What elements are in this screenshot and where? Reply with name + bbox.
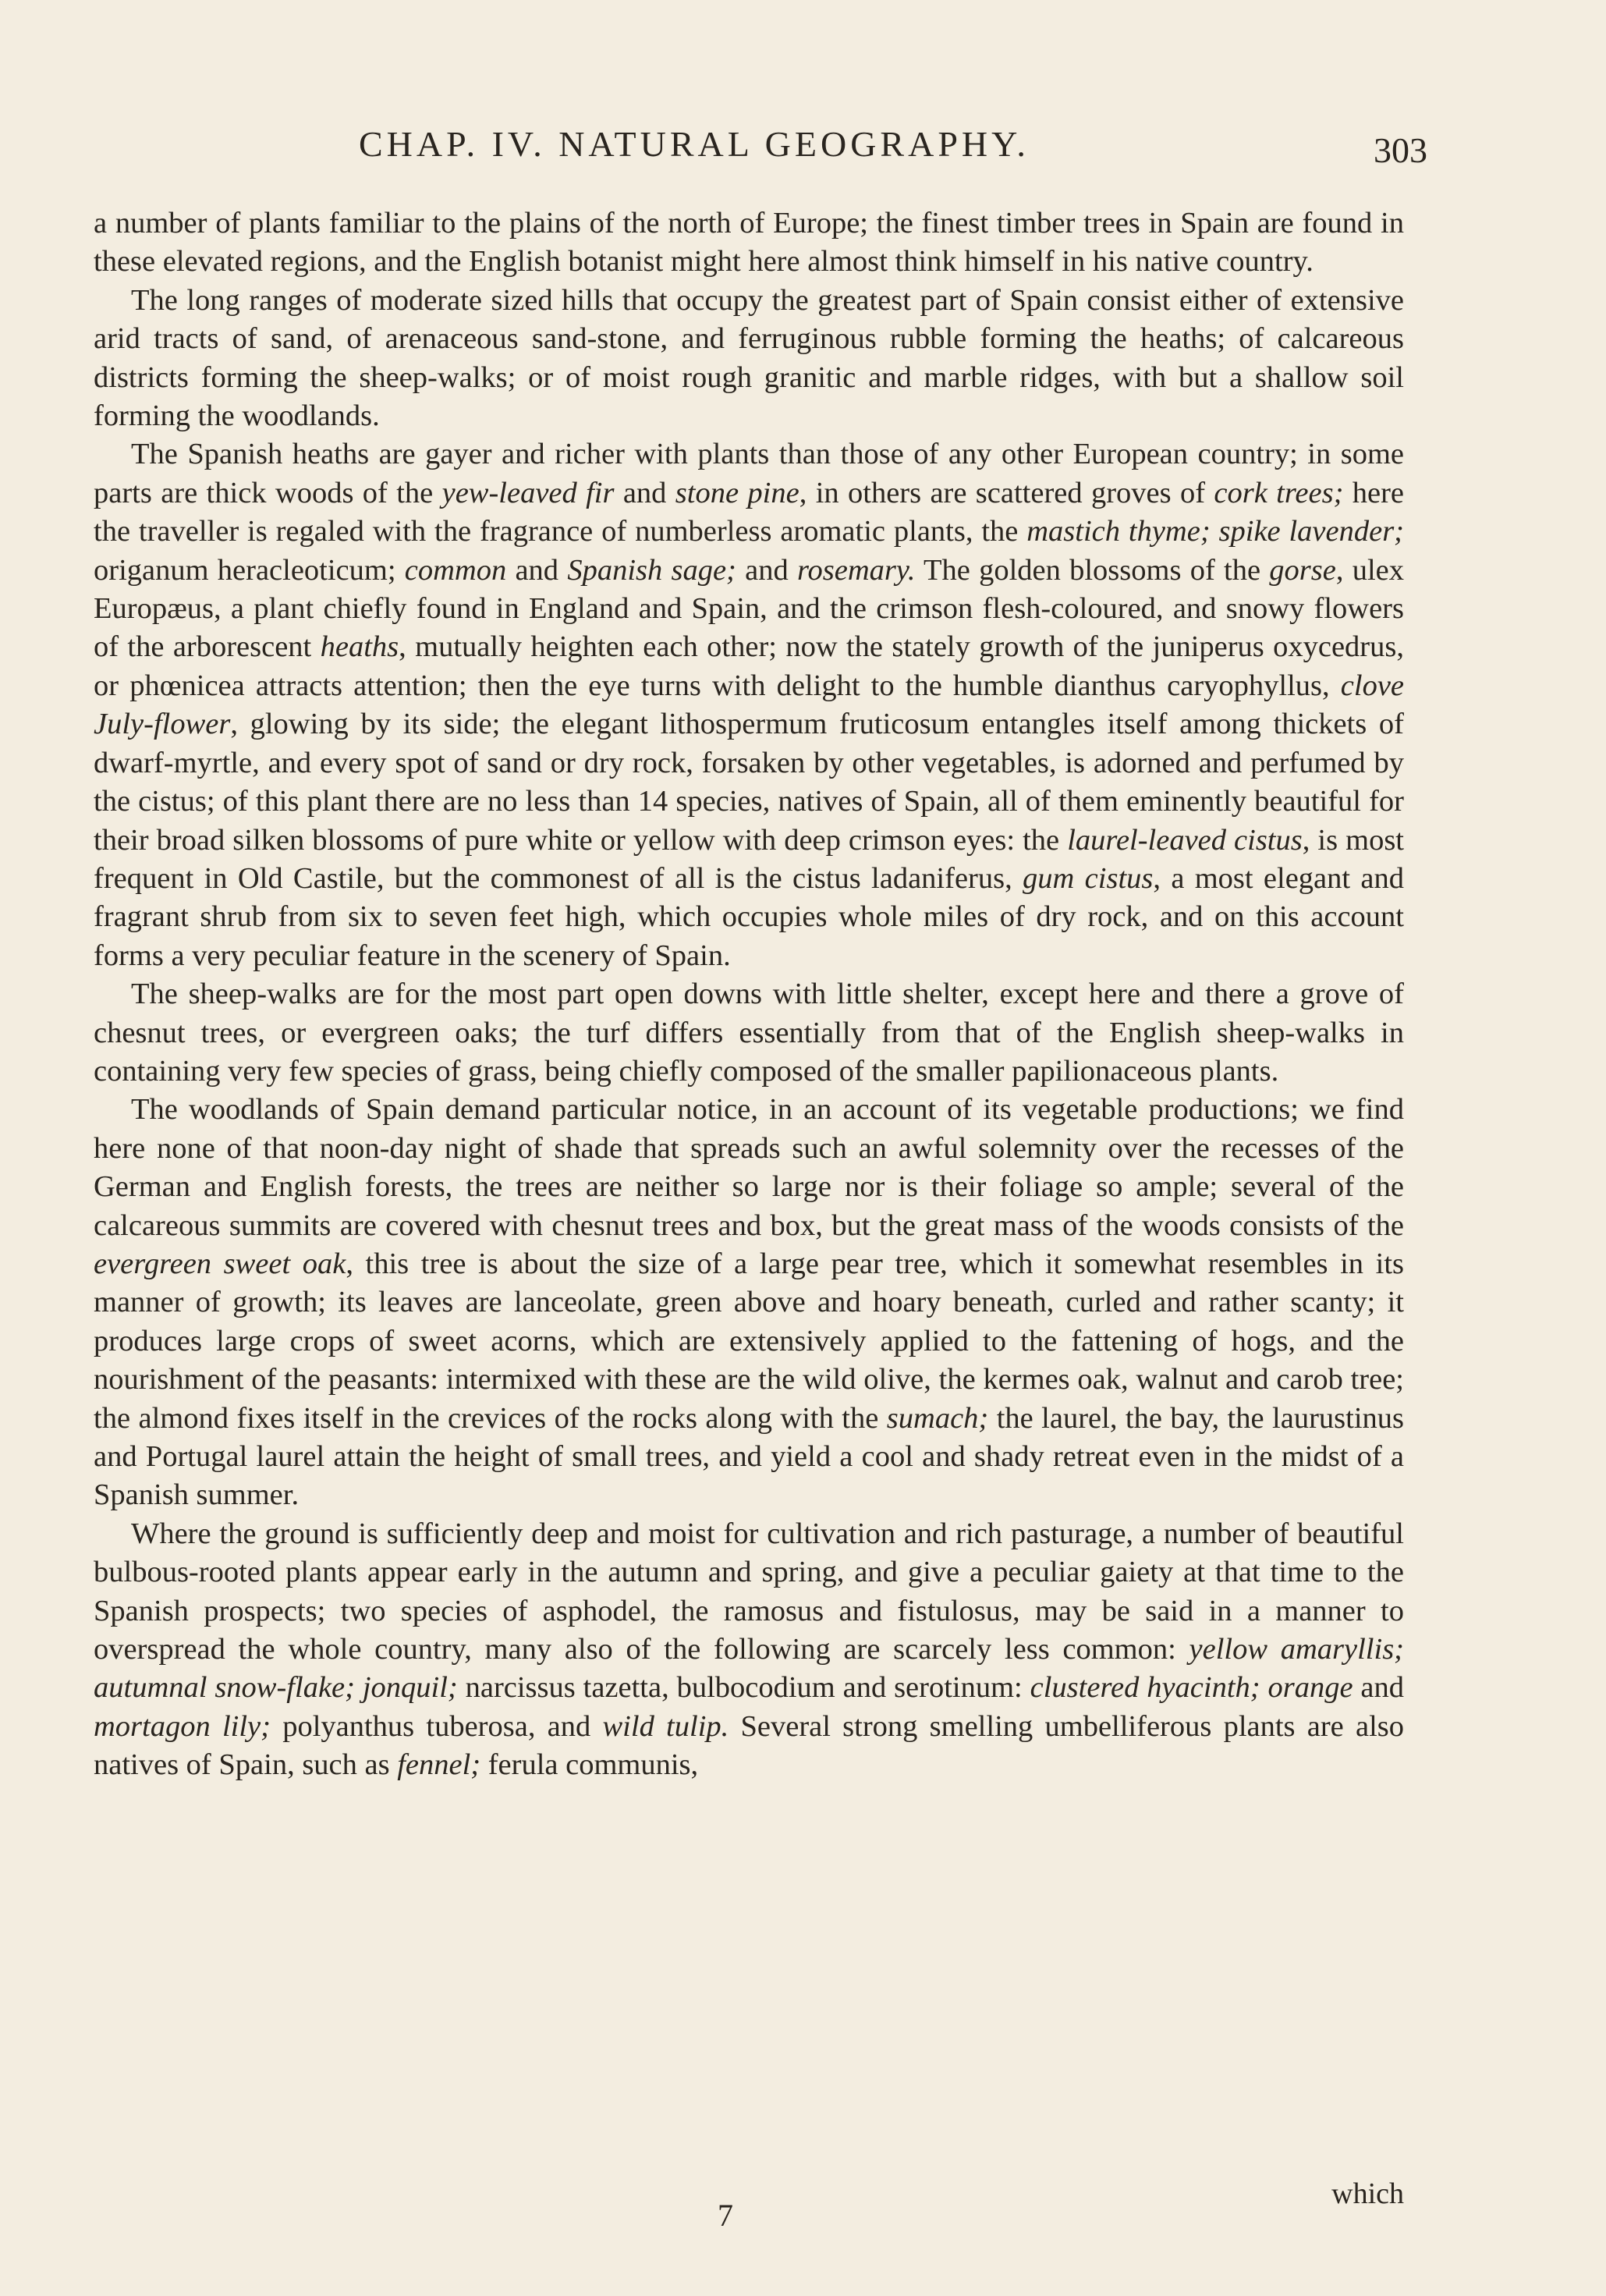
italic-text: clustered hyacinth; orange: [1030, 1671, 1353, 1705]
italic-text: sumach;: [886, 1401, 989, 1435]
paragraph: [94, 975, 1404, 1091]
italic-text: laurel-leaved cistus: [1067, 823, 1303, 857]
paragraph: [94, 282, 1404, 436]
text-run: The woodlands of Spain demand particular notice, in an account of its vegetable productions; we find here none of that noon-day night of shade that spreads such an awful solemnity over the recesses of the German and English forests, the trees are neither so large nor is their foliage so ample; several of the calcareous summits are covered with chesnut trees and box, but the great mass of the woods consists of the: [94, 1093, 1404, 1242]
text-run: and: [1353, 1671, 1405, 1705]
page-footer: [94, 2177, 1404, 2231]
catchword: which: [1331, 2177, 1404, 2210]
page-number: 303: [1374, 130, 1427, 170]
text-run: The Spanish heaths are gayer and richer with plants than those of any other European country; in some parts are thick woods of the: [94, 438, 1404, 509]
text-run: , this tree is about the size of a large pear tree, which it somewhat resembles in its manner of growth; its leaves are lanceolate, green above and hoary beneath, curled and rather scanty; it produces large crops of sweet acorns, which are extensively applied to the fattening of hogs, and the nourishment of the peasants: intermixed with these are the wild olive, the kermes oak, walnut and carob tree; the almond fixes itself in the crevices of the rocks along with the: [94, 1247, 1405, 1435]
italic-text: stone pine: [675, 476, 799, 509]
italic-text: yew-leaved fir: [441, 476, 615, 509]
text-run: polyanthus tuberosa, and: [270, 1709, 603, 1743]
text-run: a number of plants familiar to the plains of the north of Europe; the finest timber trees in Spain are found in these elevated regions, and the English botanist might here almost think himself in his native country.: [94, 207, 1404, 279]
text-run: here the traveller is regaled with the fragrance of numberless aromatic plants, the: [94, 476, 1405, 548]
italic-text: cork trees;: [1214, 476, 1344, 509]
italic-text: rosemary.: [796, 553, 916, 587]
italic-text: mortagon lily;: [94, 1709, 271, 1743]
text-run: , ulex Europæus, a plant chiefly found in England and Spain, and the crimson flesh-coloured, and snowy flowers of the arborescent: [94, 553, 1404, 664]
italic-text: common: [404, 553, 507, 587]
body-text: [94, 204, 1404, 1785]
italic-text: gorse: [1269, 553, 1336, 587]
text-run: , mutually heighten each other; now the stately growth of the juniperus oxycedrus, or phœnicea attracts attention; then the eye turns with delight to the humble dianthus caryophyllus,: [94, 630, 1404, 702]
paragraph: [94, 1091, 1404, 1514]
italic-text: Spanish sage;: [567, 553, 736, 587]
paragraph: [94, 1515, 1404, 1785]
text-run: and: [736, 553, 797, 587]
text-run: The long ranges of moderate sized hills that occupy the greatest part of Spain consist either of extensive arid tracts of sand, of arenaceous sand-stone, and ferruginous rubble forming the heaths; of calcareous districts forming the sheep-walks; or of moist rough granitic and marble ridges, with but a shallow soil forming the woodlands.: [94, 283, 1404, 433]
italic-text: clove July-flower: [94, 669, 1404, 741]
text-run: , is most frequent in Old Castile, but the commonest of all is the cistus ladaniferus,: [94, 823, 1405, 895]
text-run: The golden blossoms of the: [915, 553, 1270, 587]
text-run: narcissus tazetta, bulbocodium and serotinum:: [457, 1671, 1030, 1705]
italic-text: heaths: [320, 630, 399, 664]
text-run: and: [614, 476, 675, 509]
text-run: , in others are scattered groves of: [799, 476, 1214, 509]
text-run: origanum heracleoticum;: [94, 553, 405, 587]
italic-text: fennel;: [397, 1748, 481, 1782]
italic-text: mastich thyme; spike lavender;: [1026, 515, 1405, 548]
text-run: Where the ground is sufficiently deep and moist for cultivation and rich pasturage, a number of beautiful bulbous-rooted plants appear early in the autumn and spring, and give a peculiar gaiety at that time to the Spanish prospects; two species of asphodel, the ramosus and fistulosus, may be said in a manner to overspread the whole country, many also of the following are scarcely less common:: [94, 1517, 1404, 1666]
text-run: The sheep-walks are for the most part open downs with little shelter, except here and there a grove of chesnut trees, or evergreen oaks; the turf differs essentially from that of the English sheep-walks in containing very few species of grass, being chiefly composed of the smaller papilionaceous plants.: [94, 978, 1404, 1088]
text-run: Several strong smelling umbelliferous plants are also natives of Spain, such as: [94, 1709, 1405, 1782]
text-run: , glowing by its side; the elegant lithospermum fruticosum entangles itself among thickets of dwarf-myrtle, and every spot of sand or dry rock, forsaken by other vegetables, is adorned and perfumed by the cistus; of this plant there are no less than 14 species, natives of Spain, all of them eminently beautiful for their broad silken blossoms of pure white or yellow with deep crimson eyes: the: [94, 708, 1404, 857]
page-header: [94, 123, 1427, 186]
paragraph: [94, 204, 1404, 282]
paragraph: [94, 435, 1404, 975]
italic-text: wild tulip.: [602, 1709, 729, 1743]
text-run: the laurel, the bay, the laurustinus and Portugal laurel attain the height of small trees, and yield a cool and shady retreat even in the midst of a Spanish summer.: [94, 1401, 1404, 1512]
italic-text: yellow amaryllis; autumnal snow-flake; jonquil;: [94, 1633, 1404, 1705]
running-head: CHAP. IV. NATURAL GEOGRAPHY.: [359, 124, 1030, 164]
italic-text: gum cistus: [1023, 861, 1154, 895]
text-run: , a most elegant and fragrant shrub from six to seven feet high, which occupies whole miles of dry rock, and on this account forms a very peculiar feature in the scenery of Spain.: [94, 861, 1404, 972]
signature-mark: 7: [718, 2198, 733, 2233]
text-run: ferula communis,: [480, 1748, 699, 1782]
italic-text: evergreen sweet oak: [94, 1247, 346, 1280]
text-run: and: [506, 553, 568, 587]
